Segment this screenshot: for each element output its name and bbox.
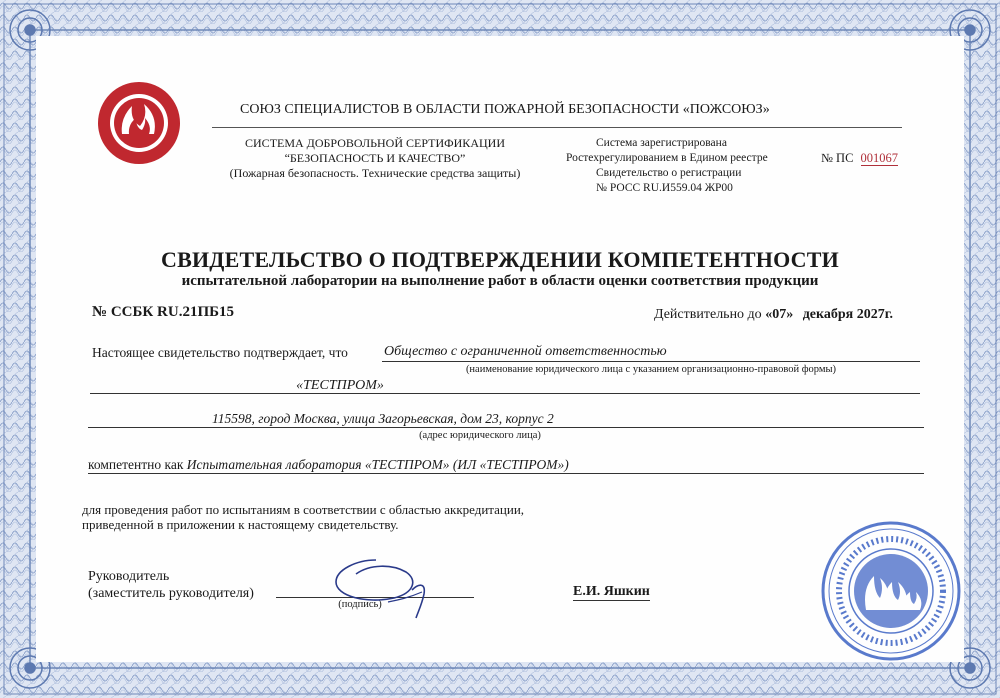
signature-caption: (подпись) — [338, 599, 382, 610]
registration-block — [566, 136, 806, 196]
address-line — [88, 427, 924, 428]
reg-number: № РОСС RU.И559.04 ЖР00 — [596, 182, 733, 194]
union-name: СОЮЗ СПЕЦИАЛИСТОВ В ОБЛАСТИ ПОЖАРНОЙ БЕЗОПАСНОСТИ «ПОЖСОЮЗ» — [240, 102, 770, 117]
legal-address: 115598, город Москва, улица Загорьевская, дом 23, корпус 2 — [212, 411, 554, 426]
competent-prefix: компетентно как — [88, 457, 184, 472]
system-title: СИСТЕМА ДОБРОВОЛЬНОЙ СЕРТИФИКАЦИИ — [245, 136, 505, 150]
purpose-line-2: приведенной в приложении к настоящему свидетельству. — [82, 517, 399, 532]
validity-day: «07» — [765, 307, 794, 322]
certificate-subtitle: испытательной лаборатории на выполнение работ в области оценки соответствия продукции — [181, 273, 819, 289]
validity-month-year: декабря 2027г. — [802, 307, 893, 322]
purpose-line-1: для проведения работ по испытаниям в соответствии с областью аккредитации, — [82, 502, 525, 517]
signer-role — [88, 568, 254, 602]
validity-prefix: Действительно до — [654, 307, 762, 322]
signer-role-line-1: Руководитель — [88, 569, 170, 584]
lab-name: Испытательная лаборатория «ТЕСТПРОМ» (ИЛ «ТЕСТПРОМ») — [186, 457, 569, 472]
org-line-1 — [382, 361, 920, 362]
blank-number-label: № ПС — [821, 151, 854, 165]
org-name: «ТЕСТПРОМ» — [296, 378, 384, 393]
blue-seal-stamp — [818, 518, 964, 664]
signer-name: Е.И. Яшкин — [573, 584, 650, 599]
system-name: “БЕЗОПАСНОСТЬ И КАЧЕСТВО” — [284, 151, 466, 165]
reg-line-1: Система зарегистрирована — [596, 137, 727, 149]
purpose-text — [82, 502, 524, 532]
competent-line — [88, 473, 924, 474]
header-divider — [212, 127, 902, 128]
address-caption: (адрес юридического лица) — [419, 430, 541, 441]
system-scope: (Пожарная безопасность. Технические средства защиты) — [229, 166, 521, 180]
signer-role-line-2: (заместитель руководителя) — [88, 586, 254, 601]
org-legal-form: Общество с ограниченной ответственностью — [384, 344, 667, 359]
system-block — [216, 136, 534, 181]
blank-number — [821, 151, 898, 166]
reg-line-3: Свидетельство о регистрации — [596, 167, 742, 179]
reg-line-2: Ростехрегулированием в Едином реестре — [566, 152, 768, 164]
org-caption: (наименование юридического лица с указанием организационно-правовой формы) — [465, 364, 837, 375]
blank-number-value: 001067 — [860, 151, 899, 165]
certificate-title: СВИДЕТЕЛЬСТВО О ПОДТВЕРЖДЕНИИ КОМПЕТЕНТНОСТИ — [161, 247, 839, 272]
confirms-text: Настоящее свидетельство подтверждает, что — [92, 345, 348, 360]
handwritten-signature — [318, 552, 438, 622]
validity — [654, 307, 893, 323]
competent-as — [88, 457, 569, 473]
pozhsoyuz-logo-icon — [96, 80, 182, 166]
certificate-number: № ССБК RU.21ПБ15 — [92, 304, 235, 320]
org-line-2 — [90, 393, 920, 394]
